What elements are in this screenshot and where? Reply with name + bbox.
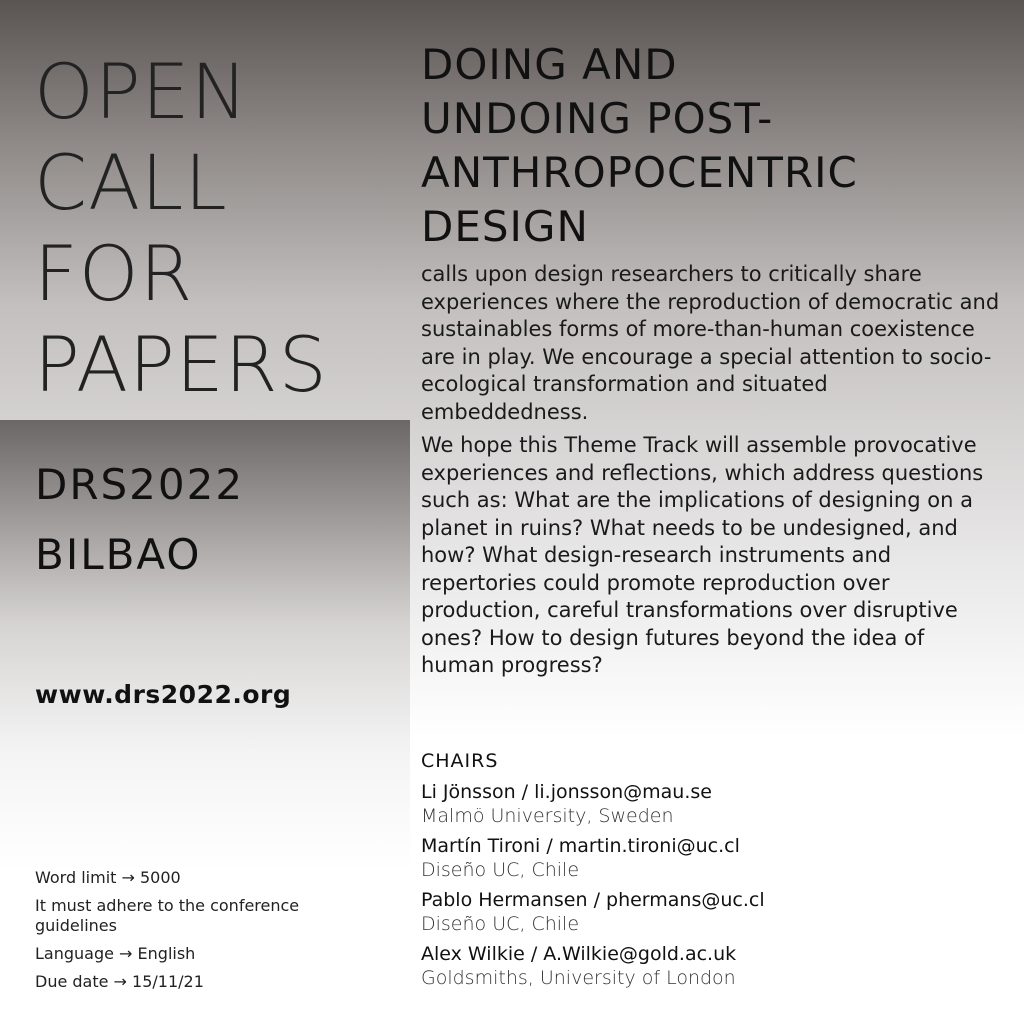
headline-line: FOR xyxy=(34,229,194,318)
chair-affiliation: Malmö University, Sweden xyxy=(421,805,674,827)
detail-guidelines: It must adhere to the conference guidelines xyxy=(35,896,300,935)
title-line: UNDOING POST- xyxy=(421,94,774,143)
chair-name-email: Alex Wilkie / A.Wilkie@gold.ac.uk xyxy=(421,943,737,965)
chair-entry xyxy=(421,942,1011,990)
submission-details xyxy=(35,868,355,1000)
chair-entry xyxy=(421,834,1011,882)
website-link[interactable]: www.drs2022.org xyxy=(35,680,292,709)
detail-due-date: Due date → 15/11/21 xyxy=(35,972,204,991)
chair-affiliation: Diseño UC, Chile xyxy=(421,913,580,935)
headline-line: PAPERS xyxy=(34,320,328,409)
title-line: ANTHROPOCENTRIC xyxy=(421,148,858,197)
conference-line: BILBAO xyxy=(35,530,202,579)
chairs-heading: CHAIRS xyxy=(421,750,499,772)
intro-paragraph: calls upon design researchers to critically share experiences where the reproduction of democratic and sustainables forms of more-than-human coexistence are in play. We encourage a special attention to socio-ecological transformation and situated embeddedness. xyxy=(421,262,1000,424)
chairs-section xyxy=(421,748,1011,996)
chair-entry xyxy=(421,780,1011,828)
questions-paragraph: We hope this Theme Track will assemble provocative experiences and reflections, which address questions such as: What are the implications of designing on a planet in ruins? What needs to be undesigned, and how? What design-research instruments and repertories could promote reproduction over production, careful transformations over disruptive ones? How to design futures beyond the idea of human progress? xyxy=(421,433,984,677)
chair-entry xyxy=(421,888,1011,936)
conference-name xyxy=(35,450,244,590)
chair-affiliation: Diseño UC, Chile xyxy=(421,859,580,881)
detail-word-limit: Word limit → 5000 xyxy=(35,868,181,887)
chair-name-email: Martín Tironi / martin.tironi@uc.cl xyxy=(421,835,740,857)
headline-line: CALL xyxy=(34,138,228,227)
detail-language: Language → English xyxy=(35,944,196,963)
title-line: DESIGN xyxy=(421,202,589,251)
conference-line: DRS2022 xyxy=(35,460,245,509)
title-line: DOING AND xyxy=(421,40,678,89)
chair-affiliation: Goldsmiths, University of London xyxy=(421,967,736,989)
open-call-headline xyxy=(34,46,328,410)
chair-name-email: Li Jönsson / li.jonsson@mau.se xyxy=(421,781,712,803)
theme-track-title xyxy=(421,38,858,254)
headline-line: OPEN xyxy=(34,47,249,136)
chair-name-email: Pablo Hermansen / phermans@uc.cl xyxy=(421,889,765,911)
